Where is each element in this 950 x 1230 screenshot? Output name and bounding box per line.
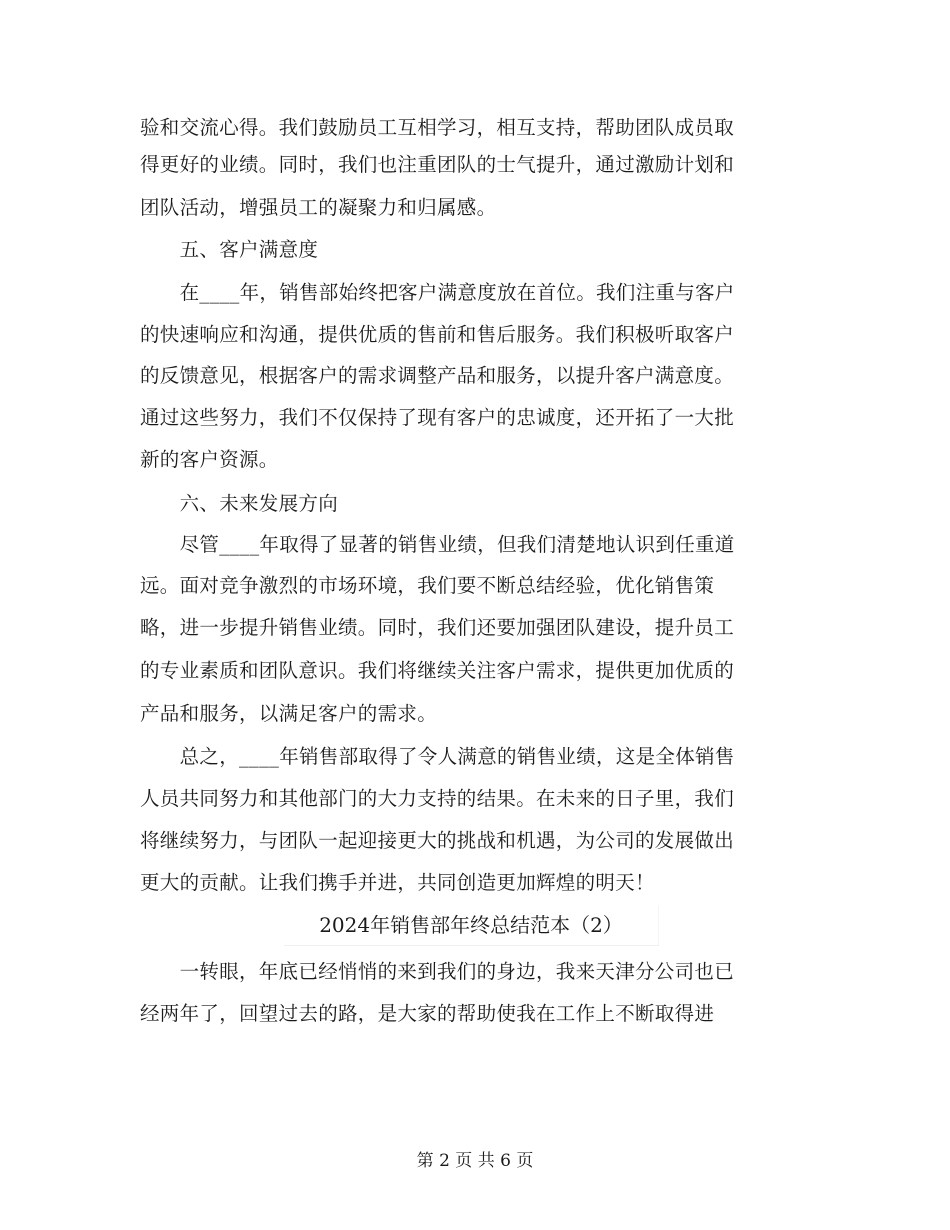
- body-text-line: 经两年了，回望过去的路，是大家的帮助使我在工作上不断取得进: [140, 1002, 715, 1025]
- body-text-line: 将继续努力，与团队一起迎接更大的挑战和机遇，为公司的发展做出: [140, 829, 735, 852]
- body-text-line: 总之，____年销售部取得了令人满意的销售业绩，这是全体销售: [140, 745, 735, 768]
- body-text-line: 更大的贡献。让我们携手并进，共同创造更加辉煌的明天！: [140, 871, 655, 894]
- section-title: 2024年销售部年终总结范本（2）: [284, 905, 659, 946]
- section-heading: 六、未来发展方向: [140, 492, 339, 515]
- body-text-line: 人员共同努力和其他部门的大力支持的结果。在未来的日子里，我们: [140, 787, 735, 810]
- body-text-line: 产品和服务，以满足客户的需求。: [140, 702, 438, 725]
- body-text-line: 一转眼，年底已经悄悄的来到我们的身边，我来天津分公司也已: [140, 960, 735, 983]
- body-text-line: 新的客户资源。: [140, 448, 279, 471]
- body-text-line: 的反馈意见，根据客户的需求调整产品和服务，以提升客户满意度。: [140, 364, 735, 387]
- body-text-line: 在____年，销售部始终把客户满意度放在首位。我们注重与客户: [140, 281, 735, 304]
- body-text-line: 团队活动，增强员工的凝聚力和归属感。: [140, 196, 497, 219]
- body-text-line: 略，进一步提升销售业绩。同时，我们还要加强团队建设，提升员工: [140, 616, 735, 639]
- body-text-line: 的专业素质和团队意识。我们将继续关注客户需求，提供更加优质的: [140, 659, 735, 682]
- section-heading: 五、客户满意度: [140, 238, 319, 261]
- body-text-line: 远。面对竞争激烈的市场环境，我们要不断总结经验，优化销售策: [140, 574, 715, 597]
- body-text-line: 尽管____年取得了显著的销售业绩，但我们清楚地认识到任重道: [140, 533, 735, 556]
- body-text-line: 得更好的业绩。同时，我们也注重团队的士气提升，通过激励计划和: [140, 153, 735, 176]
- body-text-line: 通过这些努力，我们不仅保持了现有客户的忠诚度，还开拓了一大批: [140, 406, 735, 429]
- body-text-line: 验和交流心得。我们鼓励员工互相学习，相互支持，帮助团队成员取: [140, 116, 735, 139]
- body-text-line: 的快速响应和沟通，提供优质的售前和售后服务。我们积极听取客户: [140, 323, 735, 346]
- page-number-footer: 第 2 页 共 6 页: [416, 1151, 534, 1171]
